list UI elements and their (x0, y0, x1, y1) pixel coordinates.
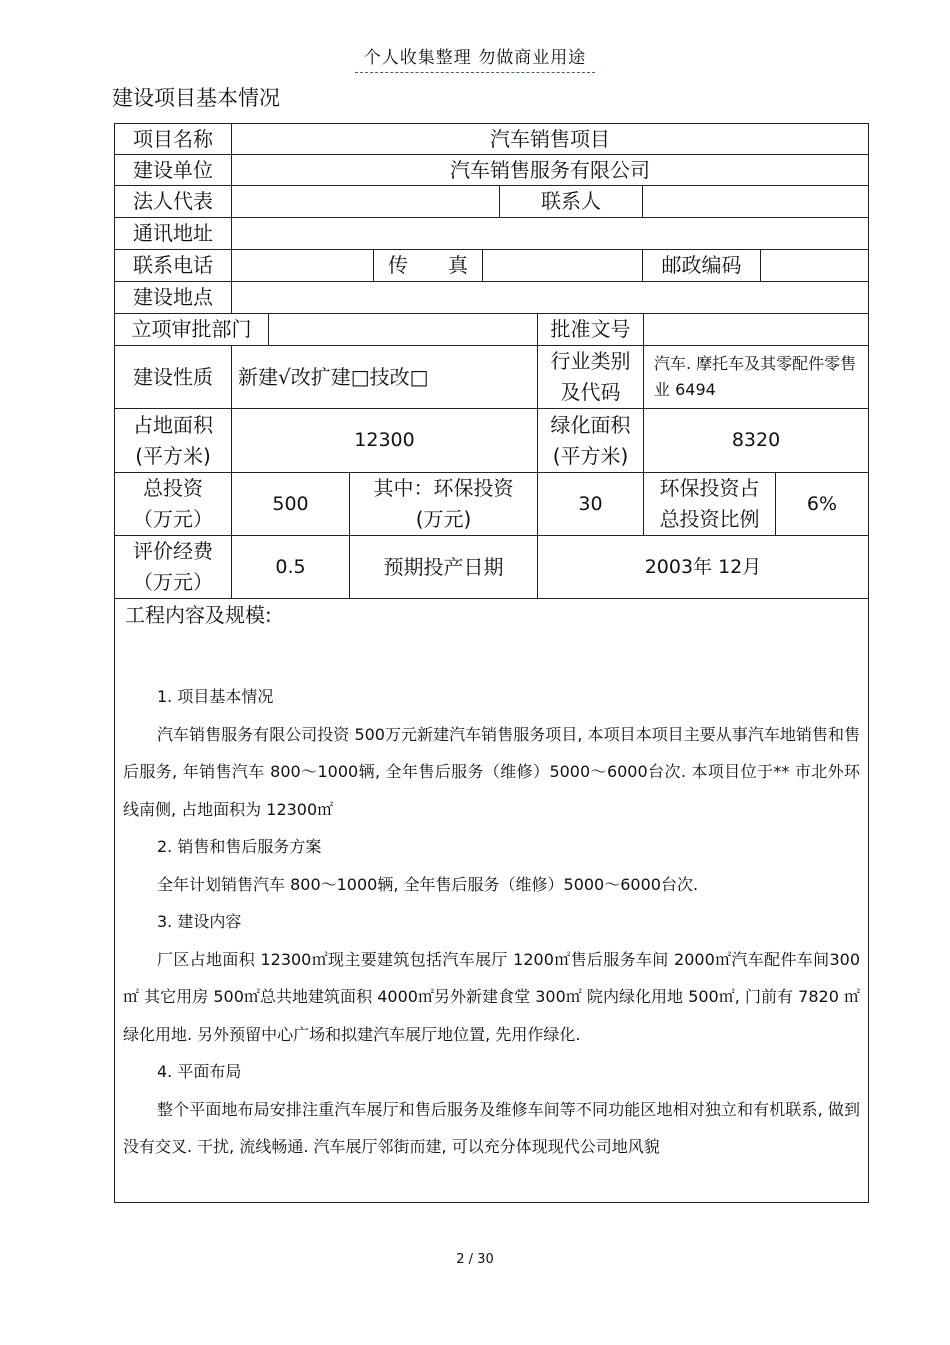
project-name-value: 汽车销售项目 (490, 126, 610, 151)
green-area-value: 8320 (731, 429, 781, 451)
env-ratio-label: 环保投资占总投资比例 (659, 476, 760, 531)
site-label: 建设地点 (133, 285, 213, 309)
total-invest-label: 总投资（万元） (133, 476, 213, 531)
nature-value: 新建√改扩建□技改□ (238, 364, 429, 389)
address-label: 通讯地址 (133, 221, 213, 245)
env-invest-value: 30 (578, 492, 603, 515)
builder-label: 建设单位 (133, 157, 213, 182)
approval-dept-label: 立项审批部门 (131, 317, 252, 341)
builder-value: 汽车销售服务有限公司 (450, 157, 650, 182)
scope-title: 工程内容及规模: (125, 603, 272, 627)
phone-label: 联系电话 (133, 253, 213, 277)
scope-heading-2: 2. 销售和售后服务方案 (157, 837, 322, 856)
eval-fee-value: 0.5 (275, 555, 306, 578)
land-area-value: 12300 (354, 429, 415, 451)
fax-value (483, 250, 642, 281)
env-invest-label: 其中：环保投资(万元) (373, 476, 514, 531)
start-date-label: 预期投产日期 (383, 554, 504, 579)
approval-doc-value (644, 314, 868, 345)
legal-rep-label: 法人代表 (133, 189, 213, 213)
project-name-label: 项目名称 (133, 126, 213, 151)
scope-heading-4: 4. 平面布局 (157, 1062, 242, 1081)
nature-label: 建设性质 (133, 364, 213, 389)
postcode-value (761, 250, 868, 281)
contact-person-label: 联系人 (541, 189, 601, 213)
scope-paragraph: 汽车销售服务有限公司投资 500万元新建汽车销售服务项目, 本项目本项目主要从事汽车地销售和售后服务, 年销售汽车 800～1000辆, 全年售后服务（维修）5000～6000台次. 本项目位于** 市北外环线南侧, 占地面积为 12300㎡ (123, 724, 860, 819)
fax-label: 传 真 (388, 253, 468, 277)
industry-label: 行业类别及代码 (550, 349, 631, 404)
legal-rep-value (232, 186, 499, 217)
phone-value (232, 250, 373, 281)
project-scope-section (115, 598, 868, 1202)
page-number: 2 / 30 (456, 1252, 494, 1267)
approval-doc-label: 批准文号 (550, 317, 631, 341)
page-title: 建设项目基本情况 (112, 86, 280, 110)
total-invest-value: 500 (272, 492, 309, 515)
scope-paragraph: 全年计划销售汽车 800～1000辆, 全年售后服务（维修）5000～6000台次. (157, 874, 699, 894)
land-area-label: 占地面积(平方米) (133, 412, 213, 468)
scope-heading-1: 1. 项目基本情况 (157, 687, 274, 706)
site-value (232, 282, 868, 313)
approval-dept-value (269, 314, 537, 345)
address-value (232, 218, 868, 249)
scope-paragraph: 厂区占地面积 12300㎡现主要建筑包括汽车展厅 1200㎡售后服务车间 2000㎡汽车配件车间300㎡ 其它用房 500㎡总共地建筑面积 4000㎡另外新建食堂 300㎡ 院内绿化用地 500㎡, 门前有 7820 ㎡绿化用地. 另外预留中心广场和拟建汽车展厅地位置, 先用作绿化. (123, 949, 860, 1044)
industry-value: 汽车. 摩托车及其零配件零售业 6494 (654, 354, 857, 399)
scope-heading-3: 3. 建设内容 (157, 912, 242, 931)
contact-person-value (643, 186, 868, 217)
postcode-label: 邮政编码 (661, 253, 742, 277)
scope-paragraph: 整个平面地布局安排注重汽车展厅和售后服务及维修车间等不同功能区地相对独立和有机联系, 做到没有交叉. 干扰, 流线畅通. 汽车展厅邻街而建, 可以充分体现现代公司地风貌 (123, 1099, 860, 1156)
green-area-label: 绿化面积(平方米) (550, 412, 631, 468)
scope-body (123, 678, 860, 1166)
env-ratio-value: 6% (806, 492, 838, 515)
start-date-value: 2003年 12月 (644, 555, 762, 578)
eval-fee-label: 评价经费（万元） (133, 539, 213, 594)
header-note: 个人收集整理 勿做商业用途 (355, 44, 595, 73)
